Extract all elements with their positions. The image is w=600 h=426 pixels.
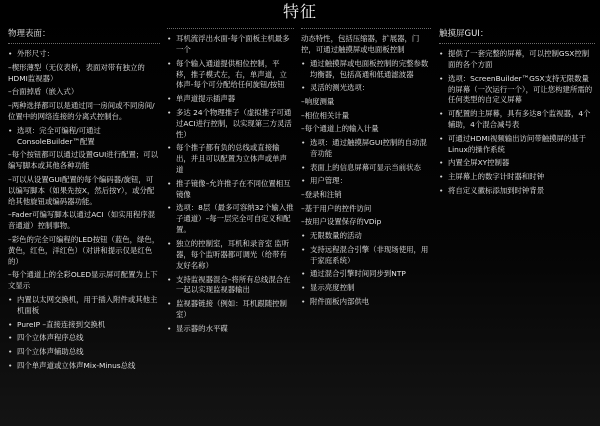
- page-title: 特征: [282, 2, 317, 21]
- feature-item: • 可通过HDMI视频输出访问带触摸屏的基于Linux的操作系统: [439, 134, 595, 156]
- feature-item: • 内置全屏XY控制器: [439, 158, 595, 169]
- feature-item: • 用户管理：: [301, 176, 431, 187]
- feature-item: • 选项：完全可编程/可通过ConsoleBuilder™配置: [8, 126, 160, 148]
- feature-item: • 主屏幕上的数字计时器和时钟: [439, 172, 595, 183]
- feature-list: [167, 34, 294, 335]
- feature-item: –可以从设置GUI配置的每个编码器/旋钮，可以编写脚本（如果先按X，然后按Y），或分配给其他旋钮或编码器功能。: [8, 174, 155, 206]
- feature-item: • 内置以太网交换机，用于插入附件或其他主机面板: [8, 295, 160, 317]
- feature-item: • 将自定义徽标添加到时钟背景: [439, 186, 595, 197]
- feature-list: [301, 34, 431, 308]
- feature-item: • 通过混合引擎时间同步到NTP: [301, 269, 431, 280]
- separator: [8, 43, 160, 44]
- feature-item: • 可配置的主屏幕，具有多达8个监视器，4个辅助，4个混合减号表: [439, 109, 595, 131]
- feature-item: • PureIP –直接连接到交换机: [8, 320, 160, 331]
- separator: [301, 28, 431, 29]
- feature-item: –两种选择都可以是通过同一房间或不同房间/位置中的网络连接的分离式控制台。: [8, 101, 155, 121]
- separator: [167, 28, 294, 29]
- feature-item: • 选项：通过触摸屏GUI控制的自动混音功能: [301, 138, 431, 160]
- feature-item: 动态特性，包括压缩器，扩展器，门控，可通过触摸屏或电面板控制: [301, 34, 420, 54]
- feature-item: • 显示器的水平碟: [167, 324, 294, 335]
- feature-item: • 每个推子都有负的总线或直接输出，并且可以配置为立体声或单声道: [167, 143, 294, 176]
- feature-item: • 独立的控制室，耳机和录音室 监听器，每个监听器都可调光（给带有友好名称）: [167, 239, 294, 272]
- separator: [439, 43, 595, 44]
- feature-item: –登录和注销: [301, 190, 342, 200]
- column-features-3: [301, 28, 431, 311]
- feature-item: –按用户设置保存的VDip: [301, 217, 382, 227]
- feature-item: –每个通道上的输入计量: [301, 124, 379, 134]
- column-features-2: [167, 28, 294, 337]
- feature-item: • 多达 24个物理推子（虚拟推子可通过ACI进行控制，以实现第三方灵活性）: [167, 108, 294, 141]
- feature-item: • 外形尺寸：: [8, 49, 160, 60]
- column-physical-surface: [8, 28, 160, 375]
- feature-item: • 耳机流浮出水面-每个面板主机最多一个: [167, 34, 294, 56]
- feature-item: • 选项：8层（最多可容纳32个输入推子通道）–每一层完全可自定义和配置。: [167, 203, 294, 236]
- feature-item: • 监视器链接（例如：耳机跟随控制室）: [167, 299, 294, 321]
- feature-item: • 表面上的信息屏幕可显示当前状态: [301, 163, 431, 174]
- column-heading: 物理表面：: [8, 29, 51, 39]
- feature-item: • 选项：ScreenBuilder™GSX支持无限数量的屏幕（一次运行一个），可让您构建所需的任何类型的自定义屏幕: [439, 74, 595, 107]
- column-heading: 触摸屏GUI：: [439, 29, 489, 39]
- feature-item: • 通过触摸屏或电面板控制的完整参数均衡器，包括高通和低通滤波器: [301, 59, 431, 81]
- feature-list: [8, 49, 160, 372]
- feature-item: –楔形薄型（无仪表桥，表面对带有独立的HDMI监视器）: [8, 62, 145, 83]
- feature-item: • 显示亮度控制: [301, 283, 431, 294]
- feature-item: –台面掉盾（嵌入式）: [8, 87, 79, 97]
- feature-item: –Fader可编写脚本以通过ACI（如实用程序混音通道）控制事物。: [8, 210, 156, 231]
- feature-item: –彩色的完全可编程的LED按钮（蓝色，绿色，黄色，红色，洋红色）（对讲和提示仅是红色的）: [8, 234, 160, 266]
- feature-item: • 灵活的测光选项：: [301, 83, 431, 94]
- feature-item: • 单声道提示插声器: [167, 94, 294, 105]
- feature-item: –每个按钮都可以通过设置GUI进行配置；可以编写脚本或其他各种功能: [8, 150, 159, 171]
- feature-item: • 附件面板内部供电: [301, 297, 431, 308]
- feature-item: • 提供了一套完整的屏幕，可以控制GSX控制面的各个方面: [439, 49, 595, 71]
- feature-item: • 支持监视器混合–将所有总线混合在一起以实现监视器输出: [167, 275, 294, 297]
- feature-item: • 支持远程混合引擎（非现场使用，用于家庭系统）: [301, 245, 431, 267]
- feature-item: • 推子镜像–允许推子在不同位置相互镜像: [167, 179, 294, 201]
- column-touchscreen-gui: [439, 28, 595, 199]
- feature-item: • 四个单声道或立体声Mix-Minus总线: [8, 361, 160, 372]
- feature-item: –相位相关计量: [301, 110, 350, 120]
- feature-item: –每个通道上的全彩OLED显示屏可配置为上下文显示: [8, 270, 158, 291]
- feature-item: • 四个立体声程序总线: [8, 333, 160, 344]
- feature-item: • 无限数量的活动: [301, 231, 431, 242]
- feature-list: [439, 49, 595, 197]
- feature-item: • 每个输入通道提供相位控制，平移，推子模式左，右，单声道，立体声-每个可分配给任何旋钮/按钮: [167, 59, 294, 92]
- feature-item: –响度测量: [301, 96, 335, 106]
- feature-item: • 四个立体声辅助总线: [8, 347, 160, 358]
- feature-item: –基于用户的控件访问: [301, 203, 372, 213]
